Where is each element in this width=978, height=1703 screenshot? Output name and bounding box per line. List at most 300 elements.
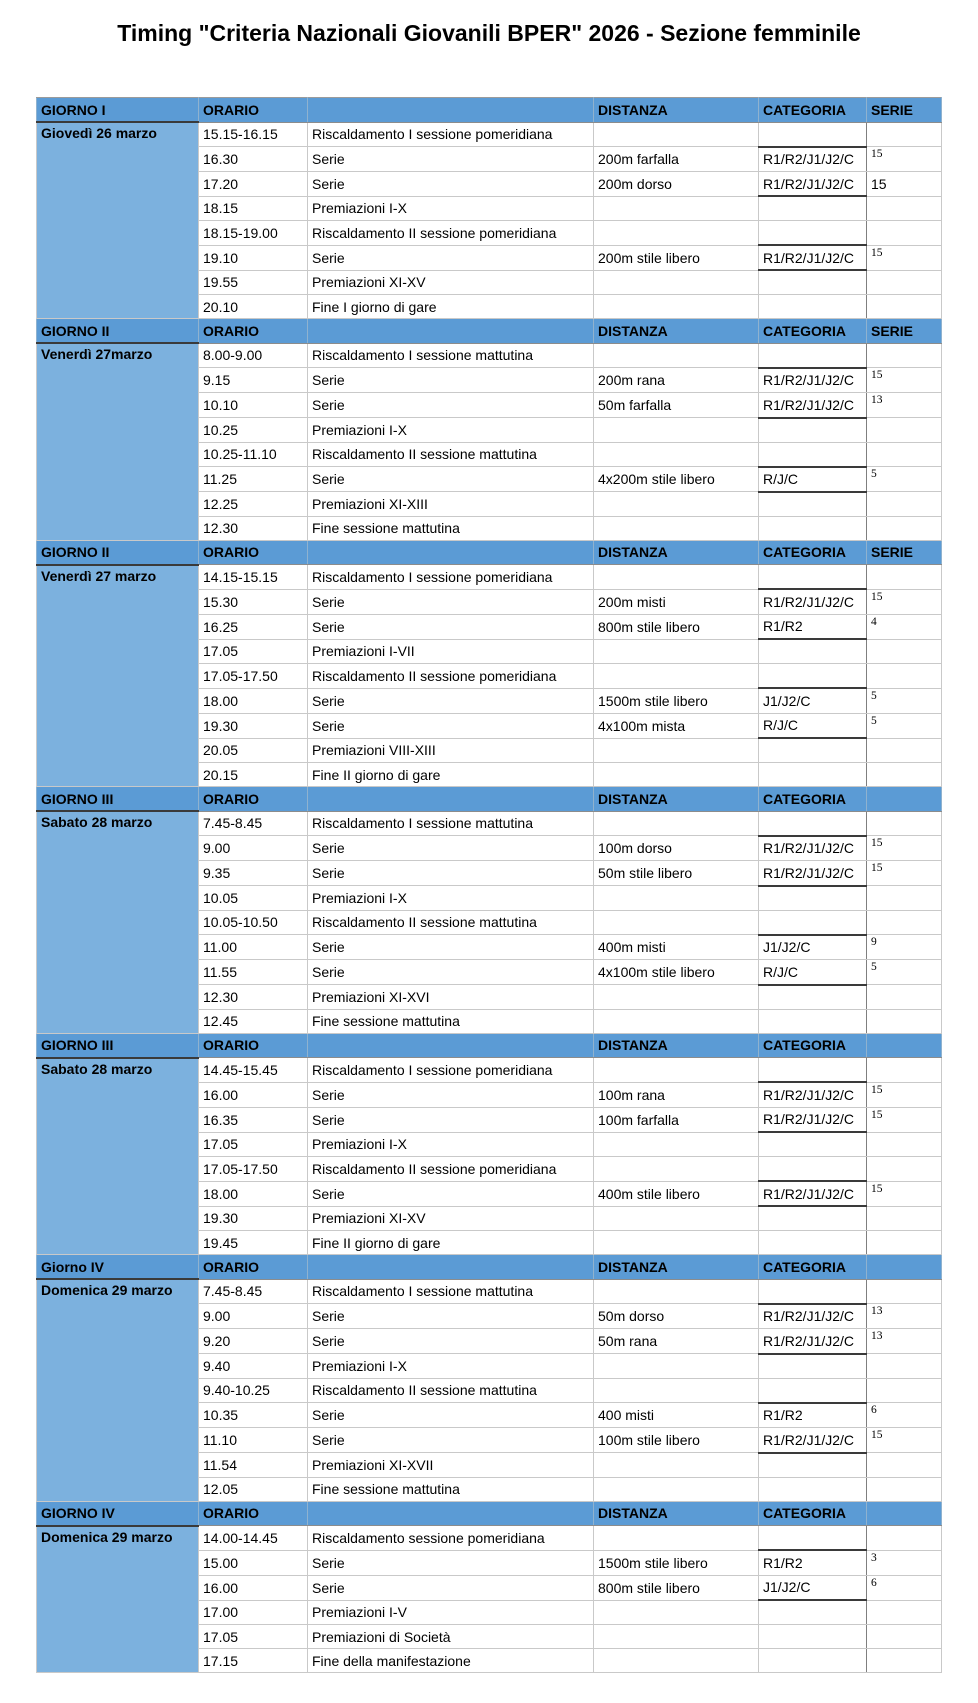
distanza-cell: 400m misti — [594, 935, 759, 960]
orario-header-cell: ORARIO — [199, 98, 308, 123]
categoria-cell: R1/R2/J1/J2/C — [759, 147, 867, 172]
distanza-cell — [594, 1477, 759, 1501]
distanza-cell — [594, 122, 759, 147]
categoria-cell — [759, 1477, 867, 1501]
descrizione-cell: Riscaldamento I sessione pomeridiana — [308, 1058, 594, 1083]
serie-cell — [867, 1354, 942, 1379]
orario-cell: 8.00-9.00 — [199, 343, 308, 368]
categoria-cell — [759, 565, 867, 590]
descrizione-cell: Riscaldamento II sessione mattutina — [308, 442, 594, 467]
categoria-header-cell: CATEGORIA — [759, 1033, 867, 1058]
categoria-cell — [759, 516, 867, 540]
categoria-cell — [759, 1279, 867, 1304]
distanza-cell: 4x100m stile libero — [594, 960, 759, 985]
serie-cell — [867, 1132, 942, 1157]
serie-cell — [867, 985, 942, 1010]
schedule-row — [37, 565, 942, 590]
distanza-cell — [594, 1231, 759, 1255]
distanza-header-cell: DISTANZA — [594, 540, 759, 565]
serie-cell — [867, 1231, 942, 1255]
distanza-cell: 50m stile libero — [594, 861, 759, 886]
categoria-header-cell: CATEGORIA — [759, 98, 867, 123]
descrizione-header-cell — [308, 1255, 594, 1280]
orario-cell: 9.00 — [199, 836, 308, 861]
day-cell: Venerdì 27 marzo — [37, 565, 199, 787]
categoria-cell — [759, 270, 867, 295]
section-header-row — [37, 787, 942, 812]
descrizione-cell: Riscaldamento II sessione mattutina — [308, 910, 594, 935]
serie-header-cell: SERIE — [867, 98, 942, 123]
categoria-cell: R/J/C — [759, 713, 867, 738]
orario-header-cell: ORARIO — [199, 319, 308, 344]
distanza-cell — [594, 1354, 759, 1379]
distanza-header-cell: DISTANZA — [594, 1255, 759, 1280]
orario-cell: 15.30 — [199, 589, 308, 614]
orario-cell: 16.35 — [199, 1107, 308, 1132]
serie-cell — [867, 343, 942, 368]
orario-cell: 10.05 — [199, 886, 308, 911]
page-title: Timing "Criteria Nazionali Giovanili BPER" 2026 - Sezione femminile — [117, 20, 861, 46]
orario-cell: 10.25-11.10 — [199, 442, 308, 467]
orario-cell: 18.00 — [199, 688, 308, 713]
descrizione-cell: Fine II giorno di gare — [308, 1231, 594, 1255]
serie-cell — [867, 295, 942, 319]
descrizione-cell: Serie — [308, 245, 594, 270]
orario-cell: 19.55 — [199, 270, 308, 295]
descrizione-cell: Serie — [308, 960, 594, 985]
categoria-cell — [759, 811, 867, 836]
descrizione-cell: Riscaldamento I sessione pomeridiana — [308, 565, 594, 590]
descrizione-header-cell — [308, 787, 594, 812]
serie-cell — [867, 221, 942, 246]
giorno-header-cell: GIORNO III — [37, 1033, 199, 1058]
serie-cell: 5 — [867, 713, 942, 738]
categoria-cell: R1/R2/J1/J2/C — [759, 1082, 867, 1107]
orario-cell: 17.05 — [199, 1132, 308, 1157]
serie-cell — [867, 738, 942, 763]
giorno-header-cell: GIORNO I — [37, 98, 199, 123]
descrizione-cell: Premiazioni I-X — [308, 196, 594, 221]
distanza-cell: 50m rana — [594, 1329, 759, 1354]
orario-cell: 11.10 — [199, 1428, 308, 1453]
orario-header-cell: ORARIO — [199, 787, 308, 812]
distanza-cell — [594, 1279, 759, 1304]
distanza-cell: 1500m stile libero — [594, 1550, 759, 1575]
distanza-cell — [594, 1009, 759, 1033]
timing-table-container — [36, 97, 978, 1673]
serie-cell: 15 — [867, 836, 942, 861]
categoria-cell — [759, 221, 867, 246]
descrizione-header-cell — [308, 1501, 594, 1526]
distanza-header-cell: DISTANZA — [594, 98, 759, 123]
descrizione-cell: Serie — [308, 1428, 594, 1453]
day-cell: Giovedì 26 marzo — [37, 122, 199, 319]
descrizione-cell: Riscaldamento I sessione pomeridiana — [308, 122, 594, 147]
categoria-cell: R1/R2/J1/J2/C — [759, 172, 867, 197]
serie-cell: 15 — [867, 589, 942, 614]
orario-cell: 11.25 — [199, 467, 308, 492]
descrizione-cell: Riscaldamento II sessione pomeridiana — [308, 664, 594, 689]
orario-cell: 20.10 — [199, 295, 308, 319]
distanza-cell — [594, 343, 759, 368]
serie-cell — [867, 811, 942, 836]
section-header-row — [37, 1501, 942, 1526]
categoria-header-cell: CATEGORIA — [759, 787, 867, 812]
distanza-cell — [594, 221, 759, 246]
descrizione-cell: Serie — [308, 467, 594, 492]
categoria-cell — [759, 639, 867, 664]
orario-cell: 16.00 — [199, 1082, 308, 1107]
serie-cell: 13 — [867, 1304, 942, 1329]
serie-cell — [867, 1058, 942, 1083]
orario-cell: 11.54 — [199, 1453, 308, 1478]
categoria-cell — [759, 1625, 867, 1649]
serie-header-cell — [867, 787, 942, 812]
serie-cell: 6 — [867, 1403, 942, 1428]
distanza-cell: 400 misti — [594, 1403, 759, 1428]
categoria-cell — [759, 1132, 867, 1157]
serie-cell — [867, 1649, 942, 1673]
categoria-cell — [759, 343, 867, 368]
categoria-cell — [759, 1526, 867, 1551]
distanza-cell — [594, 196, 759, 221]
distanza-cell — [594, 985, 759, 1010]
categoria-cell — [759, 196, 867, 221]
orario-cell: 19.30 — [199, 713, 308, 738]
descrizione-cell: Serie — [308, 1329, 594, 1354]
categoria-cell — [759, 122, 867, 147]
distanza-cell — [594, 492, 759, 517]
categoria-cell: R1/R2 — [759, 1550, 867, 1575]
serie-cell: 15 — [867, 1428, 942, 1453]
schedule-row — [37, 1526, 942, 1551]
serie-cell: 5 — [867, 467, 942, 492]
orario-cell: 12.30 — [199, 516, 308, 540]
serie-cell — [867, 1009, 942, 1033]
distanza-cell — [594, 1625, 759, 1649]
day-cell: Domenica 29 marzo — [37, 1526, 199, 1673]
categoria-cell — [759, 1649, 867, 1673]
categoria-cell: R/J/C — [759, 467, 867, 492]
serie-cell — [867, 886, 942, 911]
distanza-header-cell: DISTANZA — [594, 319, 759, 344]
serie-cell — [867, 1477, 942, 1501]
descrizione-cell: Serie — [308, 1107, 594, 1132]
distanza-cell — [594, 516, 759, 540]
distanza-cell: 4x200m stile libero — [594, 467, 759, 492]
distanza-cell — [594, 1526, 759, 1551]
descrizione-cell: Premiazioni I-X — [308, 418, 594, 443]
serie-header-cell — [867, 1255, 942, 1280]
descrizione-cell: Serie — [308, 368, 594, 393]
distanza-cell: 100m farfalla — [594, 1107, 759, 1132]
serie-cell: 15 — [867, 1107, 942, 1132]
orario-cell: 11.00 — [199, 935, 308, 960]
descrizione-cell: Premiazioni XI-XVII — [308, 1453, 594, 1478]
serie-header-cell — [867, 1501, 942, 1526]
distanza-cell: 50m dorso — [594, 1304, 759, 1329]
distanza-cell — [594, 565, 759, 590]
section-header-row — [37, 1033, 942, 1058]
categoria-cell — [759, 985, 867, 1010]
serie-cell — [867, 763, 942, 787]
serie-cell — [867, 1279, 942, 1304]
orario-cell: 9.40-10.25 — [199, 1378, 308, 1403]
descrizione-cell: Fine sessione mattutina — [308, 1009, 594, 1033]
serie-cell: 4 — [867, 614, 942, 639]
descrizione-cell: Riscaldamento II sessione pomeridiana — [308, 221, 594, 246]
descrizione-header-cell — [308, 540, 594, 565]
serie-cell — [867, 1600, 942, 1625]
distanza-cell — [594, 639, 759, 664]
serie-cell — [867, 418, 942, 443]
orario-cell: 17.05-17.50 — [199, 1157, 308, 1182]
categoria-cell: R1/R2 — [759, 614, 867, 639]
descrizione-cell: Serie — [308, 1304, 594, 1329]
distanza-header-cell: DISTANZA — [594, 1033, 759, 1058]
day-cell: Domenica 29 marzo — [37, 1279, 199, 1501]
descrizione-cell: Riscaldamento I sessione mattutina — [308, 343, 594, 368]
categoria-cell — [759, 738, 867, 763]
orario-cell: 15.15-16.15 — [199, 122, 308, 147]
categoria-cell — [759, 1354, 867, 1379]
orario-cell: 10.35 — [199, 1403, 308, 1428]
categoria-cell: J1/J2/C — [759, 1575, 867, 1600]
distanza-cell: 4x100m mista — [594, 713, 759, 738]
distanza-cell — [594, 1649, 759, 1673]
serie-cell — [867, 1206, 942, 1231]
orario-cell: 17.05-17.50 — [199, 664, 308, 689]
serie-cell — [867, 565, 942, 590]
serie-cell — [867, 639, 942, 664]
orario-header-cell: ORARIO — [199, 1255, 308, 1280]
categoria-cell: R1/R2/J1/J2/C — [759, 1107, 867, 1132]
distanza-cell — [594, 442, 759, 467]
day-cell: Venerdì 27marzo — [37, 343, 199, 540]
distanza-cell: 100m dorso — [594, 836, 759, 861]
distanza-cell — [594, 1132, 759, 1157]
descrizione-header-cell — [308, 98, 594, 123]
serie-cell: 9 — [867, 935, 942, 960]
descrizione-cell: Riscaldamento I sessione mattutina — [308, 811, 594, 836]
orario-cell: 9.00 — [199, 1304, 308, 1329]
categoria-cell — [759, 1600, 867, 1625]
descrizione-cell: Premiazioni di Società — [308, 1625, 594, 1649]
descrizione-cell: Premiazioni XI-XV — [308, 1206, 594, 1231]
categoria-cell: R1/R2/J1/J2/C — [759, 1181, 867, 1206]
categoria-cell — [759, 1206, 867, 1231]
orario-cell: 19.10 — [199, 245, 308, 270]
categoria-cell: J1/J2/C — [759, 688, 867, 713]
orario-cell: 10.25 — [199, 418, 308, 443]
distanza-cell — [594, 886, 759, 911]
categoria-cell — [759, 1009, 867, 1033]
serie-cell — [867, 516, 942, 540]
serie-cell: 15 — [867, 861, 942, 886]
distanza-cell — [594, 1453, 759, 1478]
orario-cell: 7.45-8.45 — [199, 1279, 308, 1304]
orario-cell: 11.55 — [199, 960, 308, 985]
categoria-cell — [759, 886, 867, 911]
orario-cell: 20.15 — [199, 763, 308, 787]
descrizione-cell: Premiazioni XI-XIII — [308, 492, 594, 517]
section-header-row — [37, 319, 942, 344]
distanza-cell: 200m rana — [594, 368, 759, 393]
distanza-cell: 1500m stile libero — [594, 688, 759, 713]
serie-cell — [867, 1625, 942, 1649]
categoria-cell — [759, 910, 867, 935]
descrizione-cell: Premiazioni I-X — [308, 1132, 594, 1157]
categoria-cell: R1/R2/J1/J2/C — [759, 836, 867, 861]
schedule-row — [37, 1279, 942, 1304]
orario-cell: 9.35 — [199, 861, 308, 886]
distanza-cell — [594, 910, 759, 935]
categoria-cell — [759, 1453, 867, 1478]
orario-cell: 9.15 — [199, 368, 308, 393]
orario-cell: 20.05 — [199, 738, 308, 763]
descrizione-cell: Premiazioni I-V — [308, 1600, 594, 1625]
section-header-row — [37, 540, 942, 565]
day-cell: Sabato 28 marzo — [37, 811, 199, 1033]
descrizione-cell: Serie — [308, 1403, 594, 1428]
categoria-cell: R1/R2/J1/J2/C — [759, 1329, 867, 1354]
descrizione-cell: Serie — [308, 147, 594, 172]
descrizione-cell: Fine sessione mattutina — [308, 1477, 594, 1501]
orario-cell: 10.05-10.50 — [199, 910, 308, 935]
distanza-cell — [594, 1600, 759, 1625]
serie-cell: 5 — [867, 688, 942, 713]
orario-cell: 19.45 — [199, 1231, 308, 1255]
categoria-cell — [759, 1157, 867, 1182]
orario-cell: 17.05 — [199, 1625, 308, 1649]
categoria-cell: R1/R2/J1/J2/C — [759, 245, 867, 270]
orario-cell: 16.25 — [199, 614, 308, 639]
categoria-cell — [759, 1058, 867, 1083]
serie-cell: 15 — [867, 147, 942, 172]
categoria-cell — [759, 492, 867, 517]
orario-cell: 12.45 — [199, 1009, 308, 1033]
serie-header-cell — [867, 1033, 942, 1058]
distanza-cell: 200m dorso — [594, 172, 759, 197]
distanza-cell — [594, 738, 759, 763]
descrizione-cell: Riscaldamento II sessione mattutina — [308, 1378, 594, 1403]
descrizione-cell: Fine II giorno di gare — [308, 763, 594, 787]
descrizione-cell: Serie — [308, 688, 594, 713]
orario-cell: 17.00 — [199, 1600, 308, 1625]
serie-cell: 15 — [867, 1181, 942, 1206]
descrizione-cell: Serie — [308, 935, 594, 960]
serie-cell: 5 — [867, 960, 942, 985]
distanza-cell: 800m stile libero — [594, 614, 759, 639]
orario-cell: 14.00-14.45 — [199, 1526, 308, 1551]
serie-cell: 6 — [867, 1575, 942, 1600]
orario-header-cell: ORARIO — [199, 540, 308, 565]
serie-cell: 15 — [867, 245, 942, 270]
categoria-cell — [759, 1231, 867, 1255]
distanza-cell: 800m stile libero — [594, 1575, 759, 1600]
schedule-row — [37, 343, 942, 368]
categoria-cell: R/J/C — [759, 960, 867, 985]
categoria-cell: R1/R2/J1/J2/C — [759, 393, 867, 418]
categoria-cell: R1/R2/J1/J2/C — [759, 1428, 867, 1453]
serie-cell — [867, 442, 942, 467]
descrizione-cell: Serie — [308, 1181, 594, 1206]
giorno-header-cell: GIORNO III — [37, 787, 199, 812]
giorno-header-cell: GIORNO IV — [37, 1501, 199, 1526]
descrizione-cell: Serie — [308, 836, 594, 861]
distanza-cell: 100m rana — [594, 1082, 759, 1107]
categoria-cell: R1/R2/J1/J2/C — [759, 861, 867, 886]
descrizione-cell: Riscaldamento I sessione mattutina — [308, 1279, 594, 1304]
categoria-cell — [759, 664, 867, 689]
distanza-cell — [594, 811, 759, 836]
descrizione-cell: Serie — [308, 172, 594, 197]
categoria-header-cell: CATEGORIA — [759, 1501, 867, 1526]
giorno-header-cell: GIORNO II — [37, 540, 199, 565]
section-header-row — [37, 98, 942, 123]
categoria-cell: R1/R2/J1/J2/C — [759, 1304, 867, 1329]
orario-cell: 7.45-8.45 — [199, 811, 308, 836]
orario-cell: 17.05 — [199, 639, 308, 664]
categoria-cell: R1/R2/J1/J2/C — [759, 368, 867, 393]
distanza-cell: 200m farfalla — [594, 147, 759, 172]
serie-cell — [867, 1157, 942, 1182]
serie-cell: 15 — [867, 172, 942, 197]
serie-cell — [867, 492, 942, 517]
day-cell: Sabato 28 marzo — [37, 1058, 199, 1255]
descrizione-cell: Riscaldamento sessione pomeridiana — [308, 1526, 594, 1551]
serie-cell — [867, 1526, 942, 1551]
descrizione-cell: Fine della manifestazione — [308, 1649, 594, 1673]
descrizione-cell: Premiazioni XI-XV — [308, 270, 594, 295]
distanza-cell — [594, 664, 759, 689]
orario-cell: 18.00 — [199, 1181, 308, 1206]
distanza-cell — [594, 1058, 759, 1083]
distanza-cell: 200m stile libero — [594, 245, 759, 270]
serie-cell: 13 — [867, 1329, 942, 1354]
orario-cell: 14.15-15.15 — [199, 565, 308, 590]
serie-cell — [867, 1453, 942, 1478]
distanza-cell — [594, 295, 759, 319]
serie-cell: 15 — [867, 1082, 942, 1107]
distanza-cell — [594, 1157, 759, 1182]
categoria-cell — [759, 1378, 867, 1403]
categoria-cell: J1/J2/C — [759, 935, 867, 960]
distanza-cell: 200m misti — [594, 589, 759, 614]
orario-cell: 10.10 — [199, 393, 308, 418]
serie-cell — [867, 1378, 942, 1403]
descrizione-cell: Serie — [308, 713, 594, 738]
giorno-header-cell: Giorno IV — [37, 1255, 199, 1280]
descrizione-cell: Fine sessione mattutina — [308, 516, 594, 540]
categoria-header-cell: CATEGORIA — [759, 540, 867, 565]
serie-header-cell: SERIE — [867, 319, 942, 344]
descrizione-cell: Premiazioni I-VII — [308, 639, 594, 664]
descrizione-cell: Serie — [308, 861, 594, 886]
categoria-cell — [759, 763, 867, 787]
descrizione-cell: Premiazioni VIII-XIII — [308, 738, 594, 763]
categoria-cell: R1/R2/J1/J2/C — [759, 589, 867, 614]
orario-cell: 17.20 — [199, 172, 308, 197]
orario-cell: 12.05 — [199, 1477, 308, 1501]
orario-cell: 15.00 — [199, 1550, 308, 1575]
descrizione-header-cell — [308, 1033, 594, 1058]
serie-cell: 13 — [867, 393, 942, 418]
distanza-cell: 100m stile libero — [594, 1428, 759, 1453]
orario-cell: 18.15 — [199, 196, 308, 221]
distanza-header-cell: DISTANZA — [594, 787, 759, 812]
descrizione-cell: Premiazioni I-X — [308, 1354, 594, 1379]
